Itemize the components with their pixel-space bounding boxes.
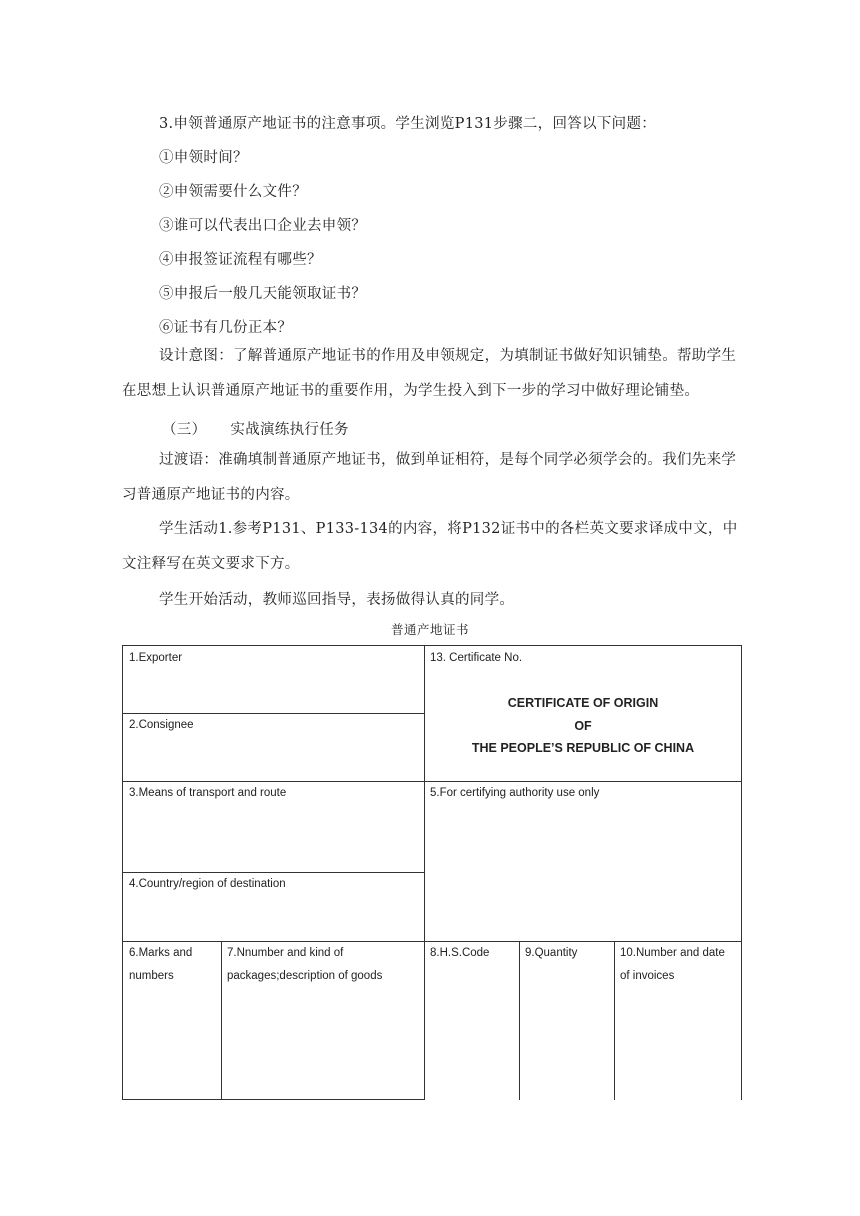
question-4: ④申报签证流程有哪些？ — [159, 252, 322, 268]
certificate-title — [424, 692, 742, 760]
hs-code-field[interactable]: 8.H.S.Code — [424, 941, 520, 1100]
exporter-field[interactable]: 1.Exporter — [122, 645, 425, 714]
certificate-title-line-1: CERTIFICATE OF ORIGIN — [507, 696, 659, 710]
question-6: ⑥证书有几份正本？ — [159, 320, 293, 336]
activity-paragraph: 学生活动1.参考P131、P133-134的内容，将P132证书中的各栏英文要求译成中文，中文注释写在英文要求下方。 — [122, 521, 738, 572]
paragraph-applying-notes: 3.申领普通原产地证书的注意事项。学生浏览P131步骤二，回答以下问题： — [159, 116, 657, 132]
question-3: ③谁可以代表出口企业去申领？ — [159, 218, 367, 234]
section-3-title: 实战演练执行任务 — [230, 422, 349, 438]
invoices-field[interactable]: 10.Number and date of invoices — [614, 941, 742, 1100]
section-3-number: （三） — [162, 422, 207, 438]
certificate-title-line-2: OF — [574, 718, 592, 733]
certifying-authority-field[interactable]: 5.For certifying authority use only — [424, 781, 742, 942]
question-5: ⑤申报后一般几天能领取证书？ — [159, 286, 367, 302]
certificate-title-line-3: THE PEOPLE’S REPUBLIC OF CHINA — [471, 741, 695, 755]
design-intent-paragraph: 设计意图：了解普通原产地证书的作用及申领规定，为填制证书做好知识铺垫。帮助学生在思想上认识普通原产地证书的重要作用，为学生投入到下一步的学习中做好理论铺垫。 — [122, 348, 737, 399]
guidance-paragraph: 学生开始活动，教师巡回指导，表扬做得认真的同学。 — [159, 592, 515, 608]
transport-route-field[interactable]: 3.Means of transport and route — [122, 781, 425, 873]
certificate-no-field[interactable]: 13. Certificate No. — [424, 645, 742, 782]
marks-numbers-field[interactable]: 6.Marks and numbers — [122, 941, 222, 1100]
form-caption: 普通产地证书 — [390, 622, 469, 637]
question-1: ①申领时间？ — [159, 150, 248, 166]
transition-paragraph: 过渡语：准确填制普通原产地证书，做到单证相符，是每个同学必须学会的。我们先来学习普通原产地证书的内容。 — [122, 452, 737, 503]
destination-field[interactable]: 4.Country/region of destination — [122, 872, 425, 942]
quantity-field[interactable]: 9.Quantity — [519, 941, 615, 1100]
question-2: ②申领需要什么文件？ — [159, 184, 307, 200]
certificate-of-origin-form — [122, 645, 742, 1100]
packages-description-field[interactable]: 7.Nnumber and kind of packages;description of goods — [221, 941, 425, 1100]
section-3-heading — [162, 418, 349, 439]
consignee-field[interactable]: 2.Consignee — [122, 713, 425, 782]
